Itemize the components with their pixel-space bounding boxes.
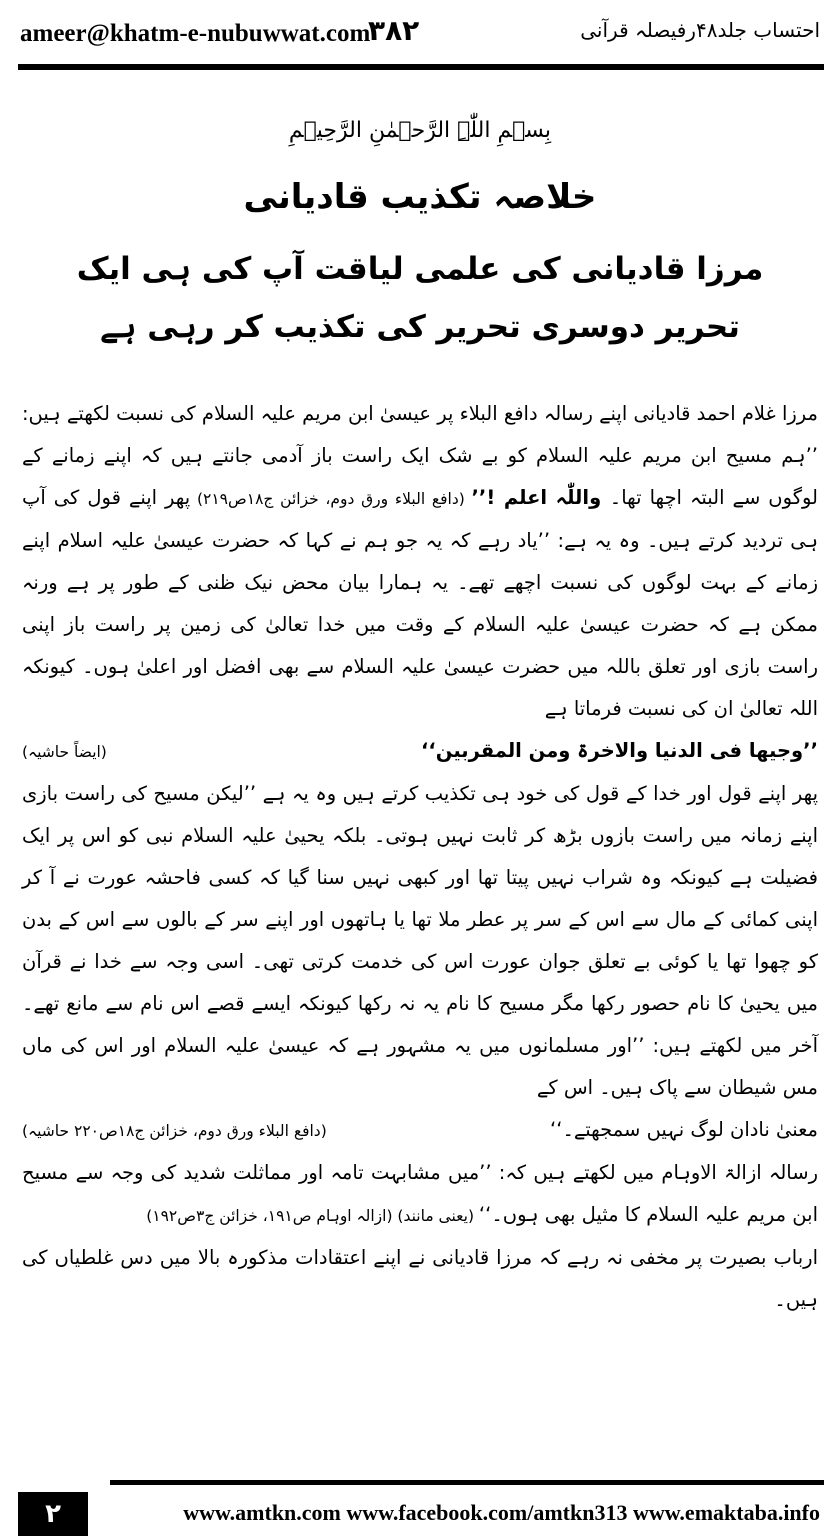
paragraph-3 [22, 1152, 818, 1237]
paragraph-2-text: پھر اپنے قول اور خدا کے قول کی خود ہی تکذیب کرتے ہیں وہ یہ ہے ’’لیکن مسیح کی راست بازی اپنے زمانہ میں راست بازوں بڑھ کر ثابت نہیں ہوتی۔ بلکہ یحییٰ علیہ السلام نبی کو اس پر ایک فضیلت ہے کیونکہ وہ شراب نہیں پیتا تھا اور کبھی نہیں سنا گیا کہ کسی فاحشہ عورت نے آ کر اپنی کمائی کے مال سے اس کے سر پر عطر ملا تھا یا ہاتھوں اور اپنے سر کے بالوں سے اس کے بدن کو چھوا تھا یا کوئی بے تعلق جوان عورت اس کی خدمت کرتی تھی۔ اسی وجہ سے خدا نے قرآن میں یحییٰ کا نام حصور رکھا مگر مسیح کا نام یہ نہ رکھا کیونکہ ایسے قصے اس نام سے مانع تھے۔ آخر میں لکھتے ہیں: ’’اور مسلمانوں میں یہ مشہور ہے کہ عیسیٰ علیہ السلام اور اس کی ماں مس شیطان سے پاک ہیں۔ اس کے [22, 782, 818, 1099]
quote-row [22, 730, 818, 773]
quote-reference: (ایضاً حاشیہ) [22, 743, 107, 761]
footer-page-number: ۲ [18, 1492, 88, 1536]
paragraph-4 [22, 1237, 818, 1321]
article-body [22, 393, 818, 1321]
paragraph-3-reference: (ازالہ اوہام ص۱۹۱، خزائن ج۳ص۱۹۲) [146, 1207, 393, 1225]
paragraph-1-arabic: واللّٰہ اعلم !’’ [471, 486, 610, 509]
paragraph-3-note: (یعنی مانند) [392, 1207, 479, 1225]
header-email: ameer@khatm-e-nubuwwat.com [20, 20, 371, 47]
paragraph-1-continuation: پھر اپنے قول کی آپ ہی تردید کرتے ہیں۔ وہ یہ ہے: ’’یاد رہے کہ یہ جو ہم نے کہا کہ حضرت عیسیٰ علیہ اسلام اپنے زمانے کے بہت لوگوں کی نسبت اچھے تھے۔ یہ ہمارا بیان محض نیک ظنی کے طور پر ہے ورنہ ممکن ہے کہ حضرت عیسیٰ علیہ السلام کے وقت میں خدا تعالیٰ کی زمین پر راست باز اپنی راست بازی اور تعلق باللہ میں حضرت عیسیٰ علیہ السلام سے بھی افضل اور اعلیٰ ہوں۔ کیونکہ اللہ تعالیٰ ان کی نسبت فرماتا ہے [22, 486, 818, 720]
footer-rule [110, 1480, 824, 1485]
header-page-number: ۳۸۲ [368, 14, 420, 47]
paragraph-3-text: رسالہ ازالۃ الاوہام میں لکھتے ہیں کہ: ’’میں مشابہت تامہ اور مماثلت شدید کی وجہ سے مسیح ابن مریم علیہ السلام کا مثیل بھی ہوں۔‘‘ [22, 1161, 818, 1226]
header-volume-title: احتساب جلد۴۸رفیصلہ قرآنی [580, 18, 820, 42]
page-title: خلاصہ تکذیب قادیانی [243, 177, 597, 217]
paragraph-1-reference: (دافع البلاء ورق دوم، خزائن ج۱۸ص۲۱۹) [190, 490, 472, 508]
paragraph-2 [22, 773, 818, 1109]
paragraph-2-reference: (دافع البلاء ورق دوم، خزائن ج۱۸ص۲۲۰ حاشیہ) [22, 1122, 327, 1140]
header-rule [18, 64, 824, 70]
quran-quote: ’’وجیھا فی الدنیا والاخرۃ ومن المقربین‘‘ [420, 739, 818, 762]
footer-links: www.amtkn.com www.facebook.com/amtkn313 www.emaktaba.info [183, 1500, 820, 1525]
bismillah: بِسۡمِ اللّٰہِ الرَّحۡمٰنِ الرَّحِیۡمِ [288, 118, 552, 143]
page-subtitle: مرزا قادیانی کی علمی لیاقت آپ کی ہی ایک تحریر دوسری تحریر کی تکذیب کر رہی ہے [76, 251, 764, 345]
paragraph-1 [22, 393, 818, 730]
paragraph-4-text: ارباب بصیرت پر مخفی نہ رہے کہ مرزا قادیانی نے اپنے اعتقادات مذکورہ بالا میں دس غلطیاں کی ہیں۔ [22, 1246, 818, 1311]
paragraph-2-last-line: معنیٰ نادان لوگ نہیں سمجھتے۔‘‘ [550, 1118, 818, 1141]
paragraph-1-text: مرزا غلام احمد قادیانی اپنے رسالہ دافع البلاء پر عیسیٰ ابن مریم علیہ السلام کی نسبت لکھتے ہیں: ’’ہم مسیح ابن مریم علیہ السلام کو بے شک ایک راست باز آدمی جانتے ہیں کہ اپنے زمانے کے لوگوں سے البتہ اچھا تھا۔ [21, 402, 818, 509]
paragraph-2-last-row [22, 1109, 818, 1152]
page-header [20, 14, 820, 54]
